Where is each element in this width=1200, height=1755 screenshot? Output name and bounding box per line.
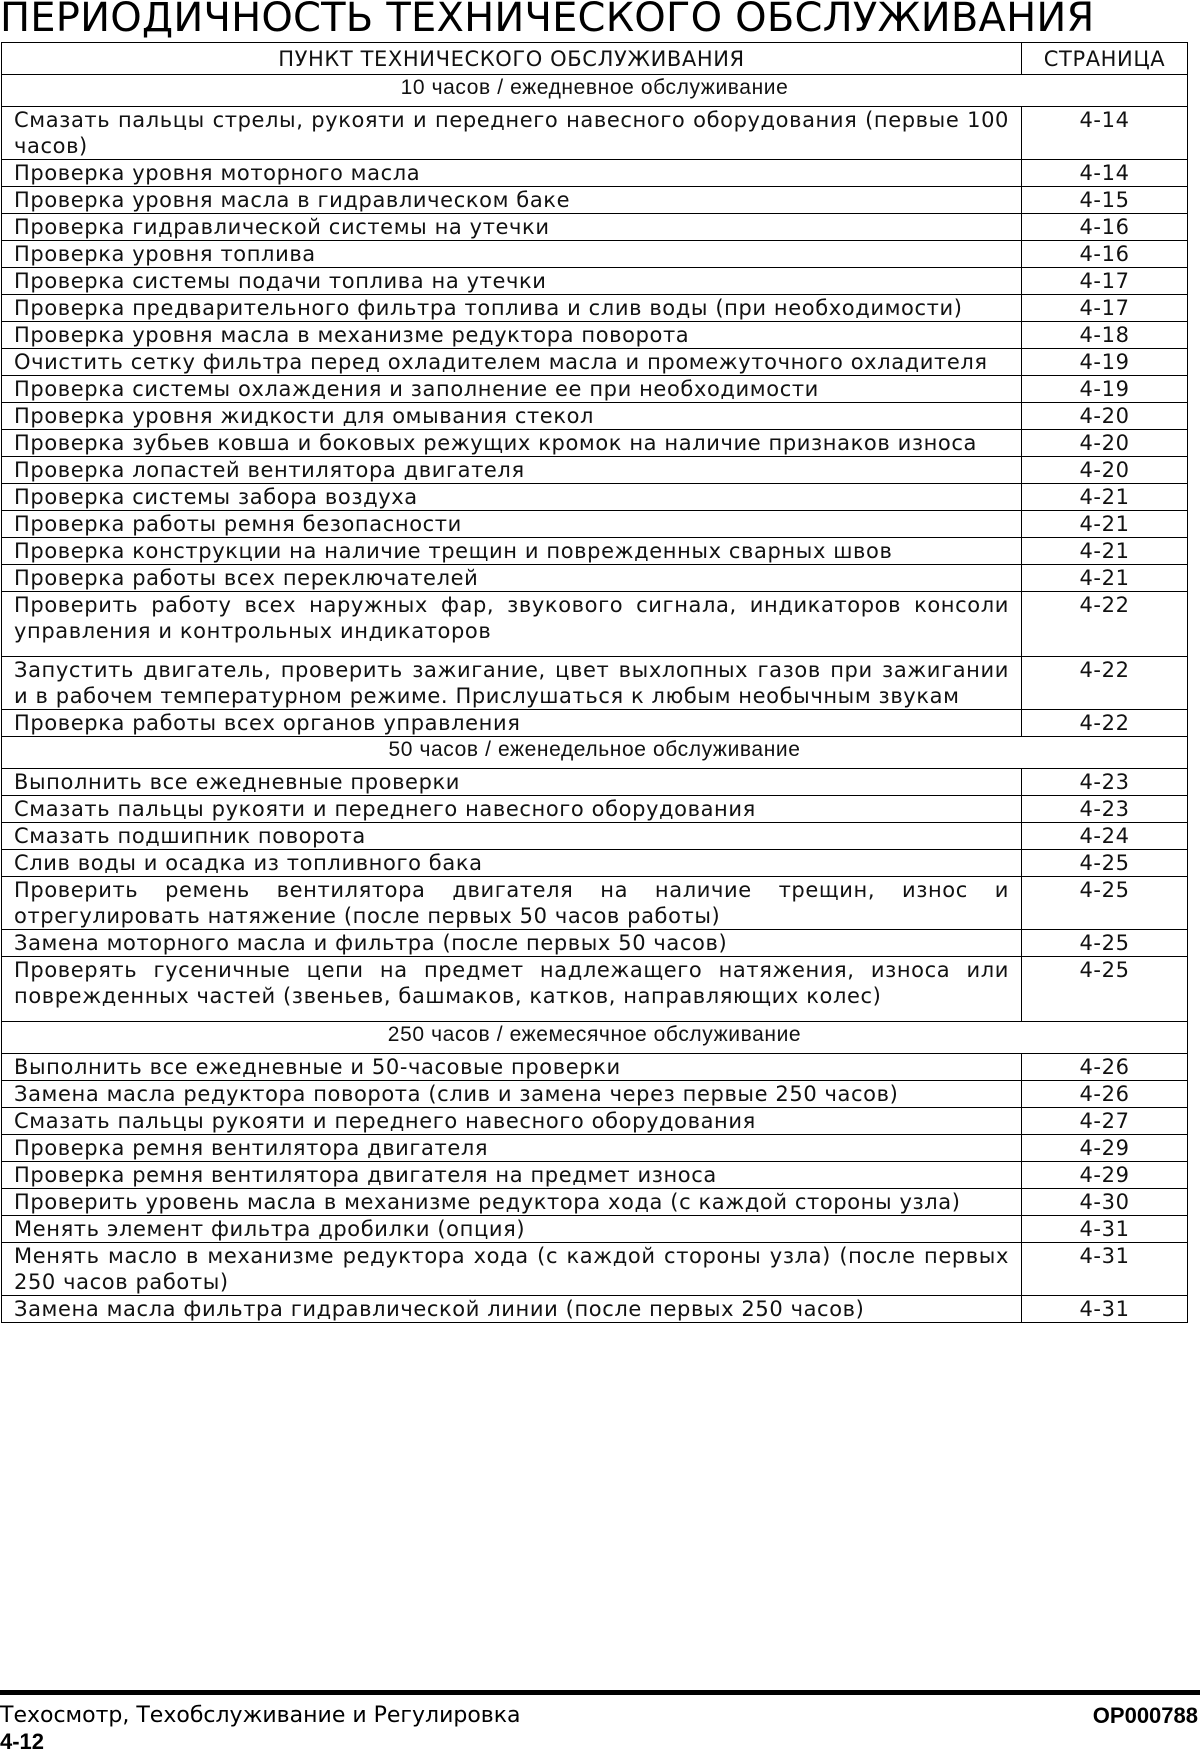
table-row (2, 160, 1188, 187)
task-cell: Проверка конструкции на наличие трещин и поврежденных сварных швов (2, 538, 1022, 565)
table-row (2, 107, 1188, 160)
column-header-page: СТРАНИЦА (1022, 43, 1188, 75)
page-reference-cell: 4-25 (1022, 850, 1188, 877)
task-cell: Проверка уровня масла в механизме редуктора поворота (2, 322, 1022, 349)
page-reference-cell: 4-22 (1022, 592, 1188, 657)
task-cell: Выполнить все ежедневные и 50-часовые проверки (2, 1054, 1022, 1081)
table-row (2, 241, 1188, 268)
task-cell: Замена моторного масла и фильтра (после первых 50 часов) (2, 930, 1022, 957)
page-reference-cell: 4-20 (1022, 457, 1188, 484)
task-cell: Проверка уровня топлива (2, 241, 1022, 268)
table-row (2, 1054, 1188, 1081)
table-row (2, 1162, 1188, 1189)
table-row (2, 457, 1188, 484)
page-reference-cell: 4-25 (1022, 877, 1188, 930)
table-row (2, 1108, 1188, 1135)
page-reference-cell: 4-25 (1022, 930, 1188, 957)
page-reference-cell: 4-21 (1022, 538, 1188, 565)
table-row (2, 1216, 1188, 1243)
page-reference-cell: 4-29 (1022, 1135, 1188, 1162)
table-row (2, 769, 1188, 796)
page-reference-cell: 4-25 (1022, 957, 1188, 1022)
section-heading-row (2, 75, 1188, 107)
table-row (2, 1189, 1188, 1216)
task-cell: Замена масла фильтра гидравлической линии (после первых 250 часов) (2, 1296, 1022, 1323)
table-row (2, 403, 1188, 430)
page-reference-cell: 4-21 (1022, 565, 1188, 592)
task-cell: Проверка системы подачи топлива на утечки (2, 268, 1022, 295)
task-cell: Проверять гусеничные цепи на предмет надлежащего натяжения, износа или поврежденных частей (звеньев, башмаков, катков, направляющих колес) (2, 957, 1022, 1022)
task-cell: Смазать пальцы стрелы, рукояти и переднего навесного оборудования (первые 100 часов) (2, 107, 1022, 160)
table-row (2, 1243, 1188, 1296)
table-row (2, 430, 1188, 457)
page-reference-cell: 4-18 (1022, 322, 1188, 349)
task-cell: Смазать подшипник поворота (2, 823, 1022, 850)
page-reference-cell: 4-27 (1022, 1108, 1188, 1135)
page-reference-cell: 4-22 (1022, 657, 1188, 710)
page-reference-cell: 4-20 (1022, 403, 1188, 430)
section-heading: 50 часов / еженедельное обслуживание (2, 737, 1188, 769)
table-row (2, 930, 1188, 957)
table-row (2, 592, 1188, 657)
table-row (2, 511, 1188, 538)
page-reference-cell: 4-16 (1022, 214, 1188, 241)
task-cell: Менять масло в механизме редуктора хода (с каждой стороны узла) (после первых 250 часов работы) (2, 1243, 1022, 1296)
table-row (2, 322, 1188, 349)
task-cell: Проверка ремня вентилятора двигателя (2, 1135, 1022, 1162)
section-heading-row (2, 737, 1188, 769)
column-header-task: ПУНКТ ТЕХНИЧЕСКОГО ОБСЛУЖИВАНИЯ (2, 43, 1022, 75)
table-row (2, 268, 1188, 295)
task-cell: Проверить ремень вентилятора двигателя на наличие трещин, износ и отрегулировать натяжение (после первых 50 часов работы) (2, 877, 1022, 930)
page-reference-cell: 4-17 (1022, 295, 1188, 322)
task-cell: Замена масла редуктора поворота (слив и замена через первые 250 часов) (2, 1081, 1022, 1108)
page-reference-cell: 4-31 (1022, 1216, 1188, 1243)
task-cell: Очистить сетку фильтра перед охладителем масла и промежуточного охладителя (2, 349, 1022, 376)
table-row (2, 823, 1188, 850)
task-cell: Проверка уровня масла в гидравлическом баке (2, 187, 1022, 214)
task-cell: Слив воды и осадка из топливного бака (2, 850, 1022, 877)
table-row (2, 796, 1188, 823)
task-cell: Проверка предварительного фильтра топлива и слив воды (при необходимости) (2, 295, 1022, 322)
footer-divider (0, 1690, 1200, 1695)
section-heading: 10 часов / ежедневное обслуживание (2, 75, 1188, 107)
page-reference-cell: 4-19 (1022, 376, 1188, 403)
task-cell: Проверить уровень масла в механизме редуктора хода (с каждой стороны узла) (2, 1189, 1022, 1216)
table-row (2, 1296, 1188, 1323)
task-cell: Запустить двигатель, проверить зажигание, цвет выхлопных газов при зажигании и в рабочем температурном режиме. Прислушаться к любым необычным звукам (2, 657, 1022, 710)
page-reference-cell: 4-31 (1022, 1243, 1188, 1296)
task-cell: Проверка ремня вентилятора двигателя на предмет износа (2, 1162, 1022, 1189)
table-row (2, 538, 1188, 565)
task-cell: Проверка системы охлаждения и заполнение ее при необходимости (2, 376, 1022, 403)
page-reference-cell: 4-29 (1022, 1162, 1188, 1189)
task-cell: Смазать пальцы рукояти и переднего навесного оборудования (2, 796, 1022, 823)
task-cell: Проверка системы забора воздуха (2, 484, 1022, 511)
section-heading: 250 часов / ежемесячное обслуживание (2, 1022, 1188, 1054)
task-cell: Проверка гидравлической системы на утечки (2, 214, 1022, 241)
section-heading-row (2, 1022, 1188, 1054)
page-reference-cell: 4-23 (1022, 769, 1188, 796)
page-reference-cell: 4-14 (1022, 160, 1188, 187)
footer-page-number: 4-12 (0, 1729, 45, 1754)
page-reference-cell: 4-16 (1022, 241, 1188, 268)
table-row (2, 1081, 1188, 1108)
table-row (2, 877, 1188, 930)
page-reference-cell: 4-30 (1022, 1189, 1188, 1216)
task-cell: Проверка уровня жидкости для омывания стекол (2, 403, 1022, 430)
table-row (2, 484, 1188, 511)
table-row (2, 710, 1188, 737)
page-reference-cell: 4-24 (1022, 823, 1188, 850)
table-row (2, 957, 1188, 1022)
table-row (2, 376, 1188, 403)
page-reference-cell: 4-19 (1022, 349, 1188, 376)
table-header-row (2, 43, 1188, 75)
page-reference-cell: 4-31 (1022, 1296, 1188, 1323)
task-cell: Проверка лопастей вентилятора двигателя (2, 457, 1022, 484)
page-reference-cell: 4-20 (1022, 430, 1188, 457)
task-cell: Менять элемент фильтра дробилки (опция) (2, 1216, 1022, 1243)
table-row (2, 1135, 1188, 1162)
page-reference-cell: 4-23 (1022, 796, 1188, 823)
table-row (2, 187, 1188, 214)
task-cell: Проверка работы всех переключателей (2, 565, 1022, 592)
footer-document-code: OP000788 (1092, 1703, 1198, 1728)
footer-section-title: Техосмотр, Техобслуживание и Регулировка (0, 1703, 521, 1728)
page-reference-cell: 4-15 (1022, 187, 1188, 214)
table-row (2, 565, 1188, 592)
page-reference-cell: 4-17 (1022, 268, 1188, 295)
task-cell: Проверка зубьев ковша и боковых режущих кромок на наличие признаков износа (2, 430, 1022, 457)
task-cell: Проверка работы ремня безопасности (2, 511, 1022, 538)
table-row (2, 214, 1188, 241)
task-cell: Выполнить все ежедневные проверки (2, 769, 1022, 796)
page-reference-cell: 4-21 (1022, 484, 1188, 511)
task-cell: Проверка уровня моторного масла (2, 160, 1022, 187)
page-reference-cell: 4-22 (1022, 710, 1188, 737)
table-row (2, 657, 1188, 710)
task-cell: Проверить работу всех наружных фар, звукового сигнала, индикаторов консоли управления и контрольных индикаторов (2, 592, 1022, 657)
table-row (2, 349, 1188, 376)
table-row (2, 295, 1188, 322)
page-title: ПЕРИОДИЧНОСТЬ ТЕХНИЧЕСКОГО ОБСЛУЖИВАНИЯ (0, 0, 1095, 41)
page-reference-cell: 4-26 (1022, 1081, 1188, 1108)
task-cell: Проверка работы всех органов управления (2, 710, 1022, 737)
task-cell: Смазать пальцы рукояти и переднего навесного оборудования (2, 1108, 1022, 1135)
maintenance-schedule-table (1, 42, 1188, 1323)
table-body (2, 75, 1188, 1323)
page-reference-cell: 4-21 (1022, 511, 1188, 538)
page-reference-cell: 4-26 (1022, 1054, 1188, 1081)
page-reference-cell: 4-14 (1022, 107, 1188, 160)
table-row (2, 850, 1188, 877)
